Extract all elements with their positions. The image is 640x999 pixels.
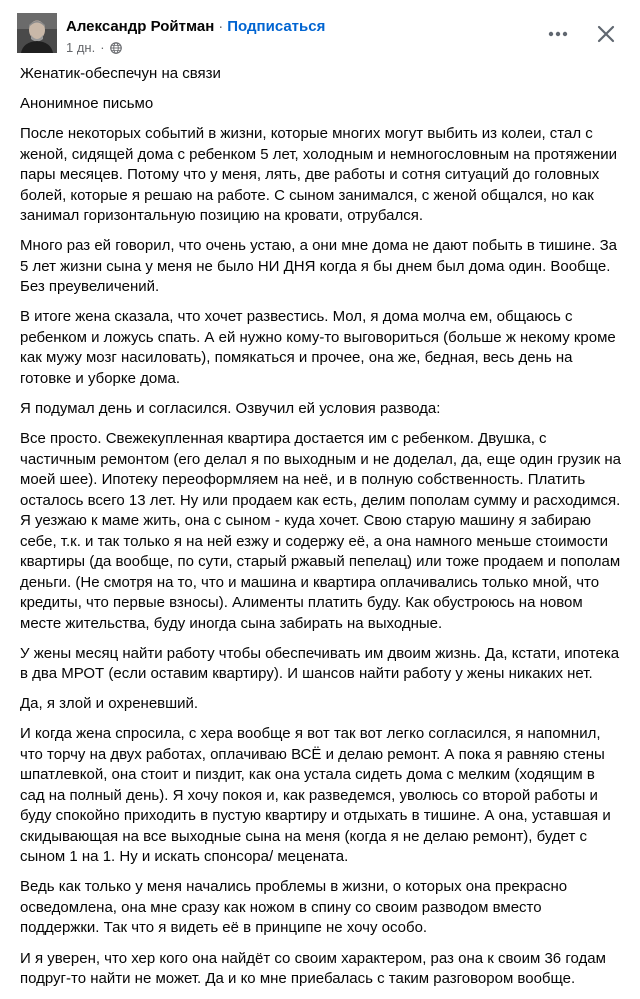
post-paragraph: И когда жена спросила, с хера вообще я вот так вот легко согласился, я напомнил, что торчу на двух работах, оплачиваю ВСЁ и делаю ремонт. А пока я равняю стены шпатлевкой, она стоит и пиздит, как она устала сидеть дома с мелким (ходящим в сад на полный день). Я хочу покоя и, как разведемся, уволюсь со второй работы и буду спокойно приходить в пустую квартиру и отдыхать в тишине. А она, уставшая и скидывающая на все выходные сына на меня (когда я не делаю ремонт), будет с сыном 1 на 1. Ну и искать спонсора/ мецената. [20, 725, 611, 866]
post-paragraph: Много раз ей говорил, что очень устаю, а они мне дома не дают побыть в тишине. За 5 лет жизни сына у меня не было НИ ДНЯ когда я бы днем был дома один. Вообще. Без преувеличений. [20, 237, 617, 296]
post-paragraph: В итоге жена сказала, что хочет развестись. Мол, я дома молча ем, общаюсь с ребенком и ложусь спать. А ей нужно кому-то выговориться (больше ж некому кроме как мужу мозг насиловать), помякаться и прочее, она же, бедная, весь день на готовке и уборке дома. [20, 308, 616, 387]
post-paragraph: Женатик-обеспечун на связи [20, 65, 221, 82]
header-actions [546, 22, 618, 46]
post-paragraph: Все просто. Свежекупленная квартира достается им с ребенком. Двушка, с частичным ремонтом (его делал я по выходным и не доделал, да, еще один грузик на моей шее). Ипотеку переоформляем на неё, и в полную собственность. Платить осталось всего 13 лет. Ну или продаем как есть, делим пополам сумму и расходимся. Я уезжаю к маме жить, она с сыном - куда хочет. Свою старую машину я забираю себе, т.к. и так только я на ней езжу и содержу её, а она намного меньше стоимости квартиры (да вообще, по сути, старый ржавый пепелац) или тоже продаем и пополам деньги. (Не смотря на то, что и машина и квартира оплачивались только мной, что кредиты, что первые взносы). Алименты платить буду. Как обустроюсь на новом месте жительства, буду иногда сына забирать на выходные. [20, 430, 622, 632]
post-meta [66, 17, 325, 57]
post-paragraph: У жены месяц найти работу чтобы обеспечивать им двоим жизнь. Да, кстати, ипотека в два МРОТ (если оставим квартиру). И шансов найти работу у жены никаких нет. [20, 644, 620, 683]
name-separator: · [218, 18, 224, 35]
author-name[interactable]: Александр Ройтман [66, 18, 215, 35]
post-timestamp[interactable]: 1 дн. [66, 40, 96, 55]
more-icon [547, 23, 569, 45]
globe-icon[interactable] [110, 42, 122, 54]
close-button[interactable] [594, 22, 618, 46]
post-paragraph: Я подумал день и согласился. Озвучил ей условия развода: [20, 399, 441, 417]
author-row [66, 17, 325, 37]
follow-button[interactable]: Подписаться [227, 18, 326, 35]
post-text [20, 64, 622, 999]
close-icon [596, 24, 616, 44]
post-paragraph: Да, я злой и охреневший. [20, 695, 199, 713]
time-separator: · [100, 40, 105, 55]
post-paragraph: После некоторых событий в жизни, которые многих могут выбить из колеи, стал с женой, сидящей дома с ребенком 5 лет, холодным и немногословным на протяжении пары месяцев. Потому что у меня, лять, две работы и сотня ситуаций до головных болей, которые я решаю на работе. С сыном занимался, с женой общался, но как занимал горизонтальную позицию на кровати, отрубался. [20, 125, 618, 225]
timestamp-row [66, 39, 325, 57]
more-options-button[interactable] [546, 22, 570, 46]
post-paragraph: И я уверен, что хер кого она найдёт со своим характером, раз она к своим 36 годам подруг-то найти не может. Да и ко мне приебалась с таким разговором вообще. [20, 949, 606, 988]
avatar[interactable] [17, 13, 57, 53]
post-paragraph: Анонимное письмо [20, 95, 154, 113]
post-paragraph: Ведь как только у меня начались проблемы в жизни, о которых она прекрасно осведомлена, она мне сразу как ножом в спину со своим разводом вместо поддержки. Так что я видеть её в принципе не хочу особо. [20, 878, 568, 937]
avatar-image [17, 13, 57, 53]
post-header [0, 0, 640, 64]
